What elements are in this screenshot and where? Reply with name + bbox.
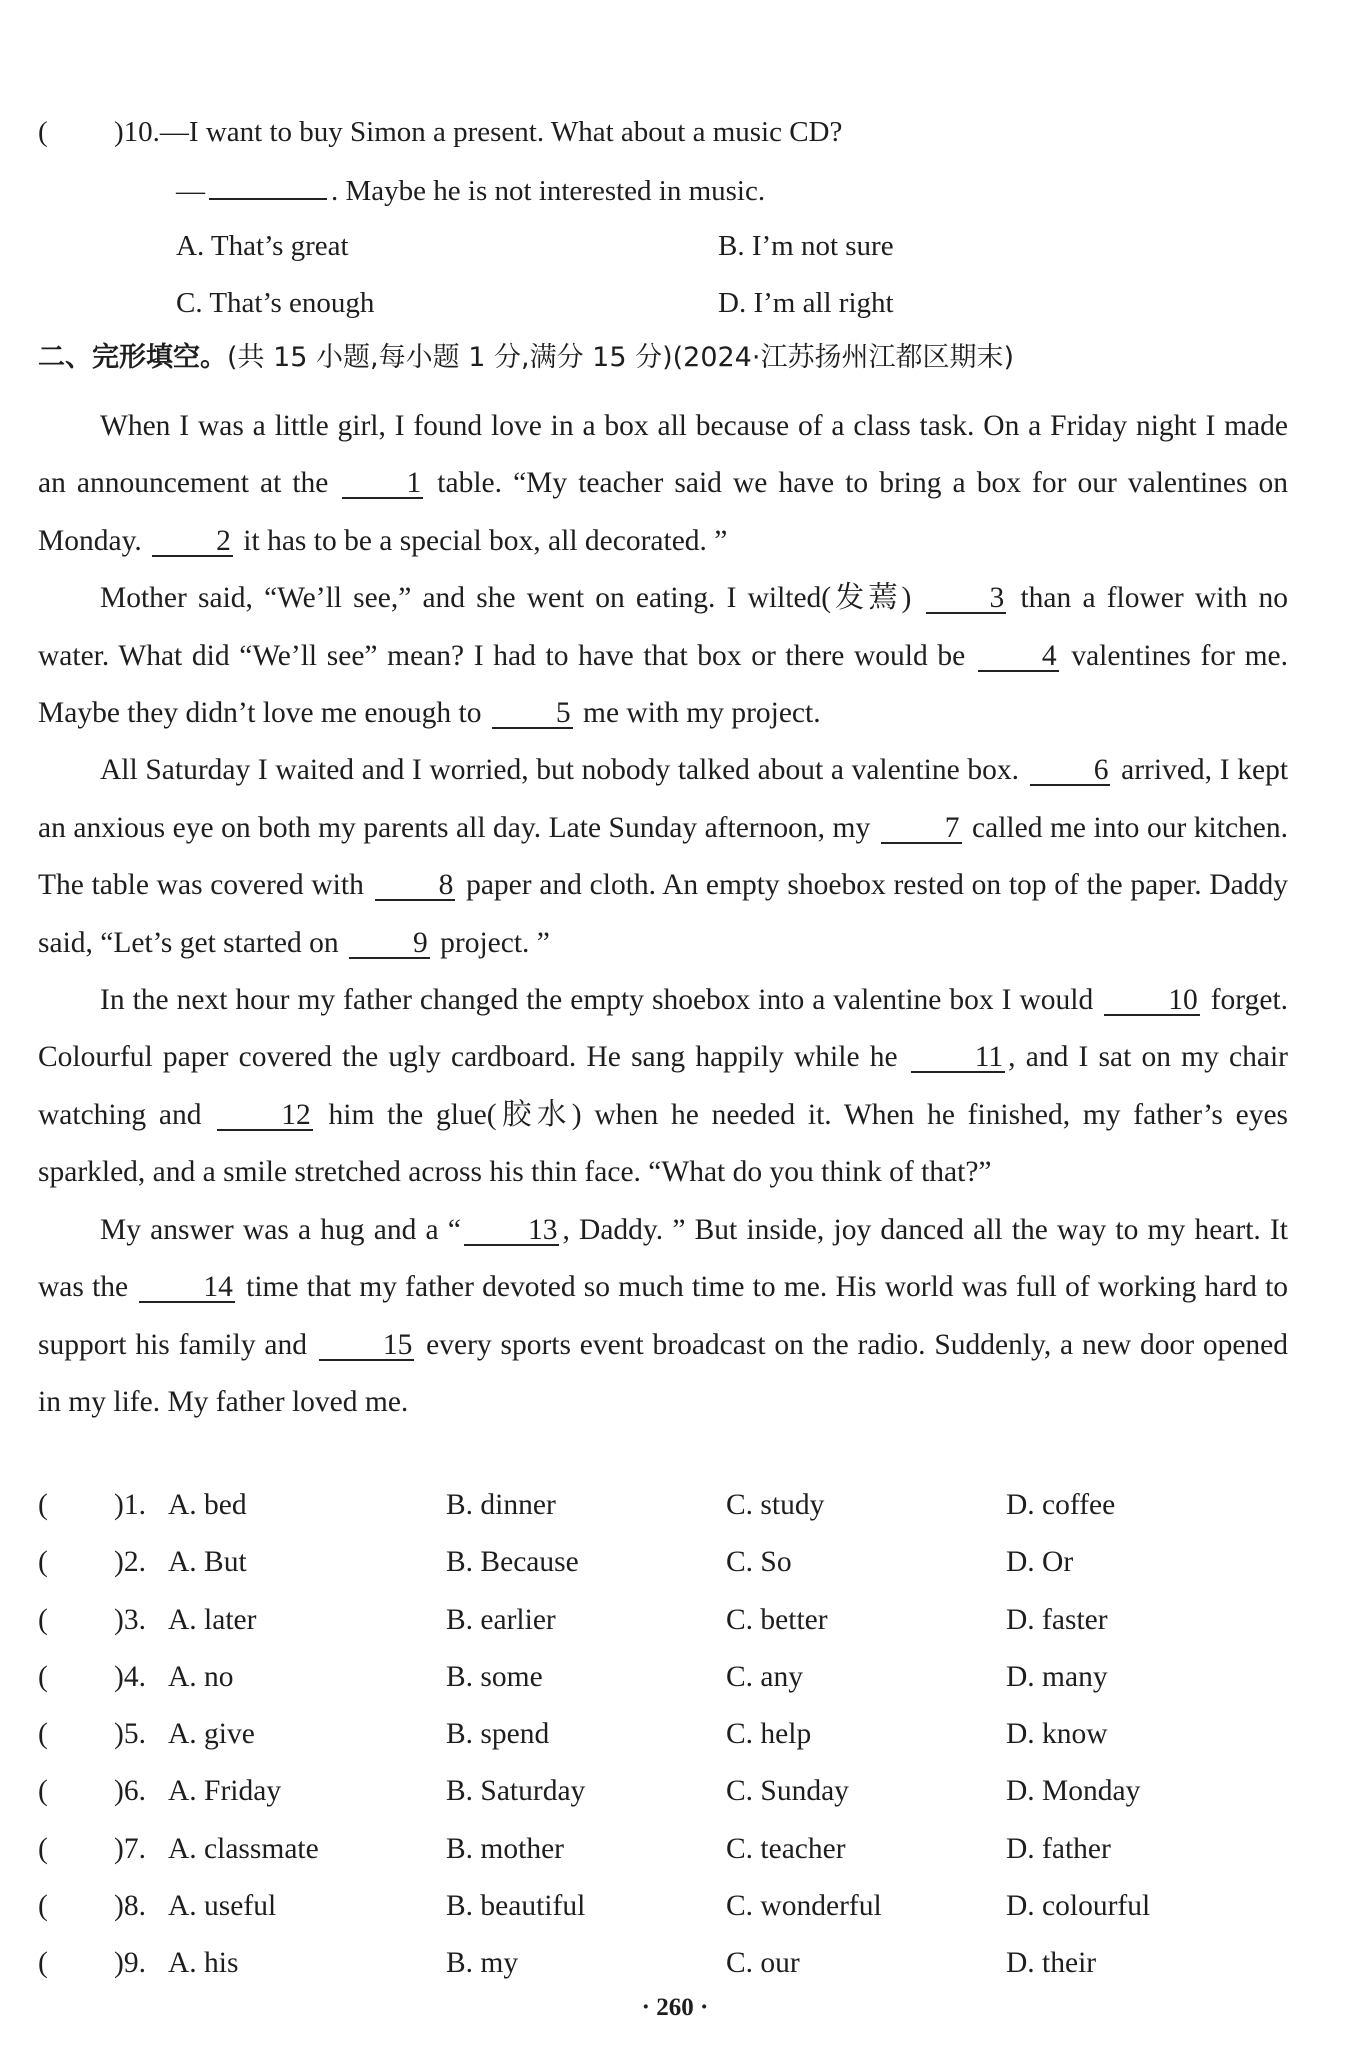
- blank-13: 13: [464, 1216, 560, 1246]
- item-number: )7.: [114, 1832, 146, 1865]
- blank-8: 8: [375, 871, 456, 901]
- choice-d: D. Monday: [1006, 1775, 1141, 1808]
- choice-row: [38, 1717, 1308, 1774]
- choice-row: [38, 1603, 1308, 1660]
- choice-b: B. earlier: [446, 1603, 556, 1636]
- page-number: · 260 ·: [641, 1994, 709, 2021]
- dash: —: [176, 175, 205, 207]
- section-title: 二、完形填空。: [38, 342, 227, 373]
- option-c: C. That’s enough: [176, 287, 375, 319]
- answer-paren: (: [38, 1546, 48, 1579]
- choice-a: A. his: [168, 1947, 239, 1980]
- choice-d: D. coffee: [1006, 1489, 1116, 1521]
- choice-b: B. my: [446, 1947, 519, 1980]
- choice-a: A. bed: [168, 1489, 247, 1521]
- blank-7: 7: [881, 814, 962, 844]
- blank-5: 5: [492, 699, 573, 729]
- blank-3: 3: [926, 584, 1007, 614]
- choice-row: [38, 1774, 1308, 1831]
- response-text: . Maybe he is not interested in music.: [331, 175, 766, 207]
- choice-c: C. Sunday: [726, 1775, 849, 1808]
- question-text: —I want to buy Simon a present. What about a music CD?: [159, 116, 843, 148]
- paragraph-2: Mother said, “We’ll see,” and she went on eating. I wilted(发蔫) 3 than a flower with no water. What did “We’ll see” mean? I had to have that box or there would be 4 valentines for me. Maybe they didn’t love me enough to 5 me with my project.: [38, 582, 1289, 730]
- answer-paren: (: [38, 1489, 48, 1521]
- answer-paren: (: [38, 1832, 48, 1865]
- answer-paren: (: [38, 1947, 48, 1980]
- choice-row: [38, 1488, 1308, 1545]
- blank-2: 2: [152, 527, 233, 557]
- choice-d: D. many: [1006, 1660, 1108, 1693]
- choice-row: [38, 1889, 1308, 1946]
- choices-list: [38, 1488, 1308, 2004]
- item-number: )2.: [114, 1546, 146, 1579]
- choice-c: C. help: [726, 1718, 812, 1751]
- section-meta: (共 15 小题,每小题 1 分,满分 15 分)(2024·江苏扬州江都区期末): [227, 342, 1014, 373]
- answer-paren: (: [38, 116, 48, 148]
- choice-a: A. no: [168, 1660, 234, 1693]
- choice-c: C. any: [726, 1660, 804, 1693]
- blank-15: 15: [319, 1331, 415, 1361]
- choice-c: C. wonderful: [726, 1890, 882, 1923]
- choice-d: D. colourful: [1006, 1890, 1151, 1923]
- choice-d: D. their: [1006, 1947, 1097, 1980]
- paragraph-5: My answer was a hug and a “ 13 , Daddy. ” But inside, joy danced all the way to my heart. It was the 14 time that my father devoted so much time to me. His world was full of working hard to support his family and 15 every sports event broadcast on the radio. Suddenly, a new door opened in my life. My father loved me.: [38, 1213, 1289, 1418]
- choice-a: A. classmate: [168, 1832, 319, 1865]
- answer-paren: (: [38, 1775, 48, 1808]
- blank-11: 11: [911, 1043, 1005, 1073]
- section-heading: [38, 342, 1308, 374]
- choice-c: C. study: [726, 1489, 825, 1521]
- item-number: )6.: [114, 1775, 146, 1808]
- answer-paren: (: [38, 1890, 48, 1923]
- item-number: )3.: [114, 1603, 146, 1636]
- blank-10: 10: [1104, 986, 1200, 1016]
- choice-a: A. Friday: [168, 1775, 282, 1808]
- question-10-stem: [38, 115, 1298, 172]
- paragraph-1: When I was a little girl, I found love in a box all because of a class task. On a Friday night I made an announcement at the 1 table. “My teacher said we have to bring a box for our valentines on Monday. 2 it has to be a special box, all decorated. ”: [38, 410, 1289, 557]
- choice-b: B. mother: [446, 1832, 564, 1865]
- choice-c: C. teacher: [726, 1832, 846, 1865]
- cloze-passage: [38, 398, 1288, 1431]
- options-row-cd: [38, 286, 1298, 343]
- question-10: [38, 115, 1298, 343]
- choice-a: A. useful: [168, 1890, 277, 1923]
- choice-d: D. Or: [1006, 1546, 1074, 1579]
- blank-4: 4: [978, 642, 1059, 672]
- options-row-ab: [38, 229, 1298, 286]
- blank-12: 12: [217, 1101, 313, 1131]
- blank-14: 14: [139, 1273, 235, 1303]
- item-number: )8.: [114, 1890, 146, 1923]
- blank-1: 1: [342, 469, 423, 499]
- answer-paren: (: [38, 1603, 48, 1636]
- choice-b: B. Because: [446, 1546, 579, 1579]
- choice-c: C. our: [726, 1947, 800, 1980]
- item-number: )9.: [114, 1947, 146, 1980]
- choice-b: B. some: [446, 1660, 543, 1693]
- choice-row: [38, 1660, 1308, 1717]
- choice-c: C. So: [726, 1546, 792, 1579]
- item-number: )4.: [114, 1660, 146, 1693]
- blank-6: 6: [1030, 756, 1111, 786]
- choice-b: B. Saturday: [446, 1775, 586, 1808]
- choice-c: C. better: [726, 1603, 828, 1636]
- choice-row: [38, 1545, 1308, 1602]
- answer-blank: [209, 172, 327, 200]
- choice-b: B. beautiful: [446, 1890, 586, 1923]
- option-a: A. That’s great: [176, 230, 349, 262]
- choice-a: A. But: [168, 1546, 247, 1579]
- choice-a: A. give: [168, 1718, 255, 1751]
- choice-b: B. dinner: [446, 1489, 556, 1521]
- choice-a: A. later: [168, 1603, 257, 1636]
- choice-b: B. spend: [446, 1718, 550, 1751]
- choice-row: [38, 1832, 1308, 1889]
- answer-paren: (: [38, 1718, 48, 1751]
- answer-paren: (: [38, 1660, 48, 1693]
- paragraph-4: In the next hour my father changed the empty shoebox into a valentine box I would 10 forget. Colourful paper covered the ugly cardboard. He sang happily while he 11 , and I sat on my chair watching and 12 him the glue(胶水) when he needed it. When he finished, my father’s eyes sparkled, and a smile stretched across his thin face. “What do you think of that?”: [38, 984, 1289, 1189]
- blank-9: 9: [349, 929, 430, 959]
- option-d: D. I’m all right: [718, 287, 894, 319]
- question-10-response: [38, 172, 1298, 229]
- question-number: )10.: [114, 116, 160, 148]
- choice-d: D. know: [1006, 1718, 1108, 1751]
- choice-d: D. father: [1006, 1832, 1111, 1865]
- option-b: B. I’m not sure: [718, 230, 894, 262]
- paragraph-3: All Saturday I waited and I worried, but nobody talked about a valentine box. 6 arrived, I kept an anxious eye on both my parents all day. Late Sunday afternoon, my 7 called me into our kitchen. The table was covered with 8 paper and cloth. An empty shoebox rested on top of the paper. Daddy said, “Let’s get started on 9 project. ”: [38, 754, 1289, 959]
- item-number: )1.: [114, 1489, 146, 1521]
- item-number: )5.: [114, 1718, 146, 1751]
- choice-d: D. faster: [1006, 1603, 1108, 1636]
